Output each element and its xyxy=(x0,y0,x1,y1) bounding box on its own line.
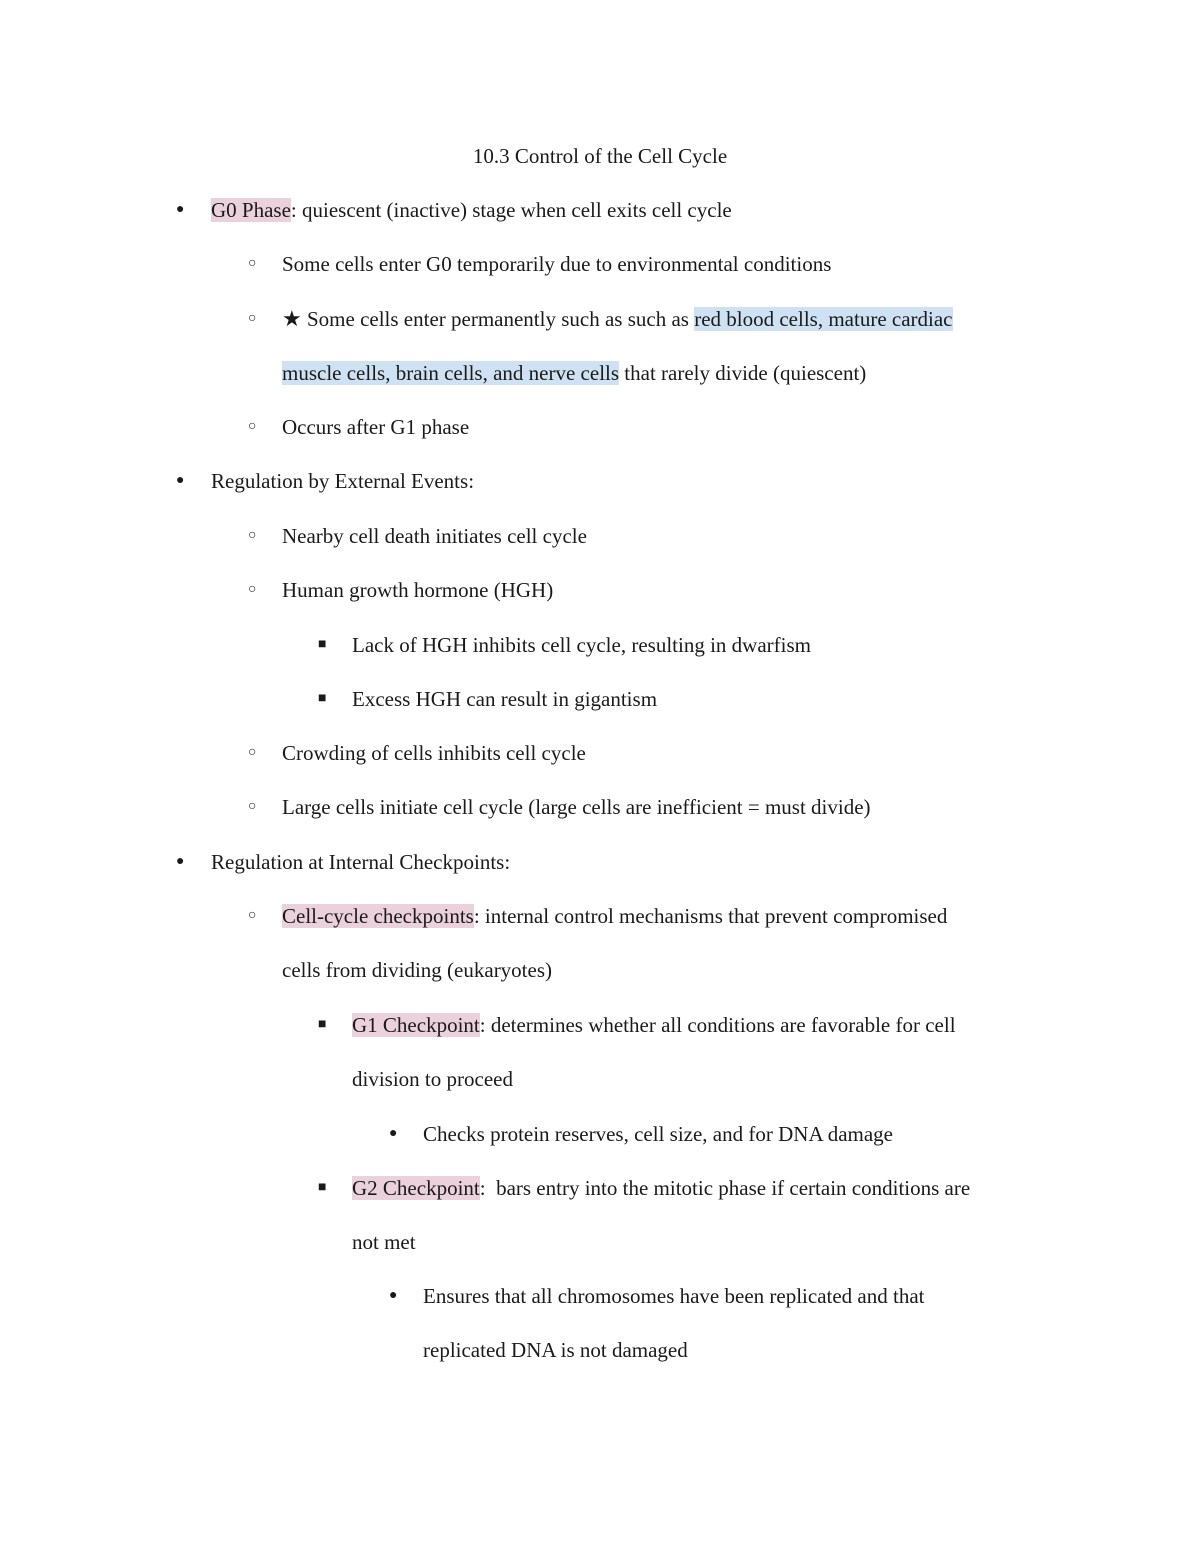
bullet-icon xyxy=(176,846,184,878)
hollow-bullet-icon xyxy=(248,248,256,280)
list-item: Ensures that all chromosomes have been replicated and that xyxy=(423,1284,925,1308)
term-g0-phase: G0 Phase xyxy=(211,198,291,222)
list-item-text: : bars entry into the mitotic phase if certain conditions are xyxy=(479,1176,971,1200)
section-heading-internal: Regulation at Internal Checkpoints: xyxy=(211,850,511,874)
list-item: Large cells initiate cell cycle (large cells are inefficient = must divide) xyxy=(282,795,871,819)
term-g2-checkpoint: G2 Checkpoint xyxy=(352,1176,480,1200)
list-item-continuation: cells from dividing (eukaryotes) xyxy=(282,958,553,982)
hollow-bullet-icon xyxy=(248,411,256,443)
square-bullet-icon xyxy=(318,683,326,715)
square-bullet-icon xyxy=(318,629,326,661)
square-bullet-icon xyxy=(318,1172,326,1204)
list-item: Crowding of cells inhibits cell cycle xyxy=(282,741,586,765)
hollow-bullet-icon xyxy=(248,737,256,769)
list-item-text: : determines whether all conditions are favorable for cell xyxy=(479,1013,956,1037)
bullet-icon xyxy=(176,194,184,226)
bullet-icon xyxy=(389,1280,397,1312)
list-item-cell-cycle-checkpoints xyxy=(282,900,947,932)
list-item: Some cells enter G0 temporarily due to environmental conditions xyxy=(282,252,832,276)
list-item: Checks protein reserves, cell size, and for DNA damage xyxy=(423,1122,893,1146)
term-g1-checkpoint: G1 Checkpoint xyxy=(352,1013,480,1037)
list-item-g0-phase xyxy=(211,194,732,226)
term-cell-cycle-checkpoints: Cell-cycle checkpoints xyxy=(282,904,474,928)
star-icon: ★ xyxy=(282,306,302,331)
list-item-continuation: replicated DNA is not damaged xyxy=(423,1338,688,1362)
highlight-cell-types: red blood cells, mature cardiac xyxy=(694,307,953,331)
list-item: Human growth hormone (HGH) xyxy=(282,578,554,602)
list-item-text: : internal control mechanisms that prevent compromised xyxy=(473,904,948,928)
list-item-text: Some cells enter permanently such as such as xyxy=(301,307,695,331)
highlight-cell-types: muscle cells, brain cells, and nerve cells xyxy=(282,361,620,385)
square-bullet-icon xyxy=(318,1009,326,1041)
list-item-permanent-cells xyxy=(282,303,953,335)
hollow-bullet-icon xyxy=(248,791,256,823)
hollow-bullet-icon xyxy=(248,303,256,335)
definition-g0-phase: : quiescent (inactive) stage when cell exits cell cycle xyxy=(290,198,732,222)
list-item: Nearby cell death initiates cell cycle xyxy=(282,524,587,548)
list-item-continuation: division to proceed xyxy=(352,1067,513,1091)
bullet-icon xyxy=(176,465,184,497)
hollow-bullet-icon xyxy=(248,900,256,932)
hollow-bullet-icon xyxy=(248,520,256,552)
list-item-g2-checkpoint xyxy=(352,1172,970,1204)
hollow-bullet-icon xyxy=(248,574,256,606)
list-item: Excess HGH can result in gigantism xyxy=(352,687,658,711)
list-item-continuation xyxy=(282,357,866,389)
list-item-g1-checkpoint xyxy=(352,1009,956,1041)
list-item: Lack of HGH inhibits cell cycle, resulting in dwarfism xyxy=(352,633,811,657)
list-item-continuation: not met xyxy=(352,1230,416,1254)
bullet-icon xyxy=(389,1118,397,1150)
list-item-text: that rarely divide (quiescent) xyxy=(619,361,867,385)
page-title: 10.3 Control of the Cell Cycle xyxy=(472,144,728,168)
section-heading-external: Regulation by External Events: xyxy=(211,469,475,493)
list-item: Occurs after G1 phase xyxy=(282,415,470,439)
